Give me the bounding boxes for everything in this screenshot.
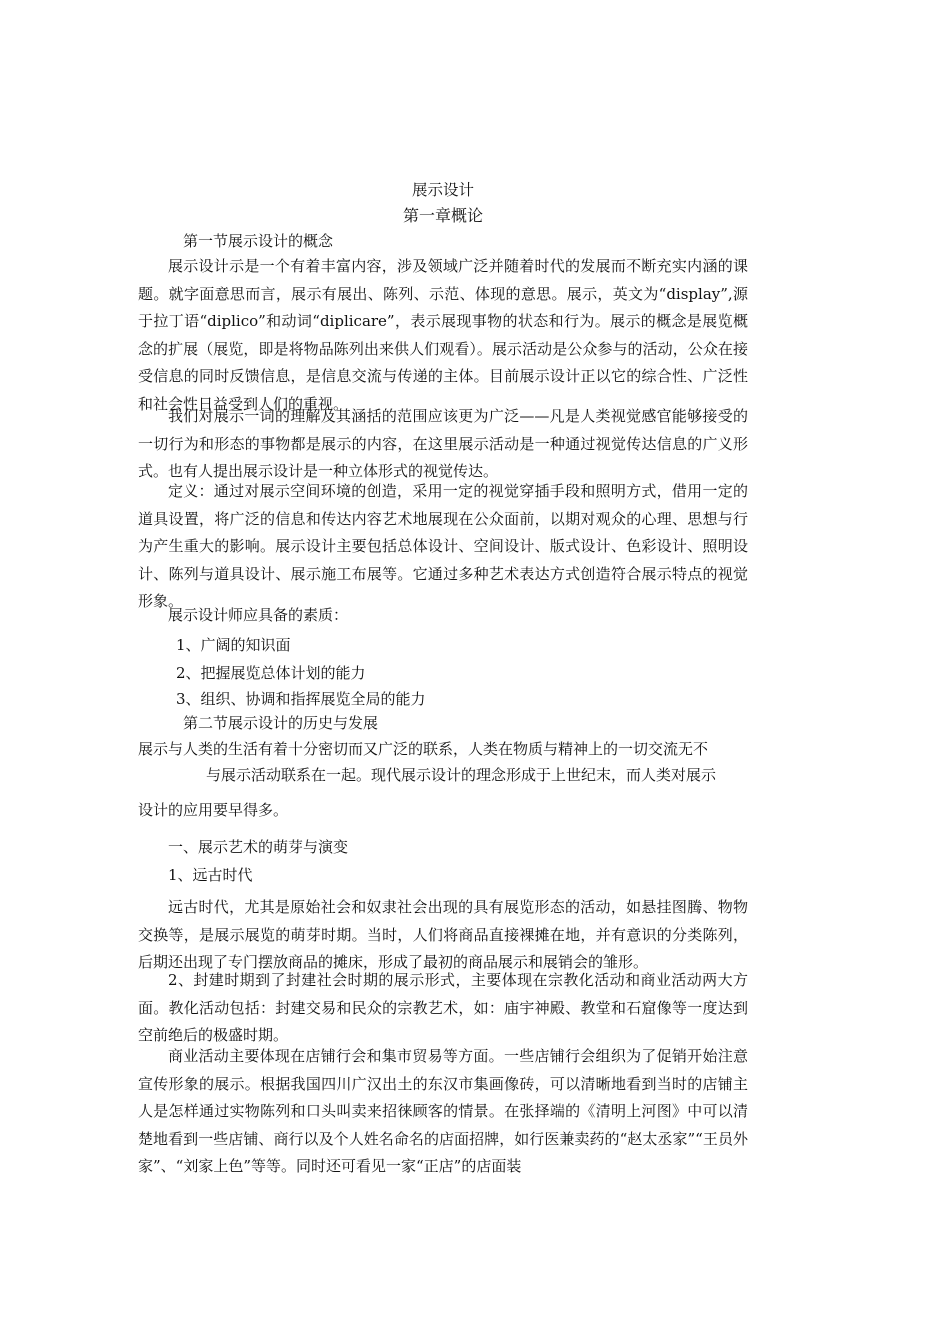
chapter-title: 第一章概论 <box>402 206 483 225</box>
paragraph-5-line-3: 设计的应用要早得多。 <box>138 801 289 819</box>
list-item-2: 2、把握展览总体计划的能力 <box>176 664 366 682</box>
paragraph-8: 商业活动主要体现在店铺行会和集市贸易等方面。一些店铺行会组织为了促销开始注意宣传形象的展示。根据我国四川广汉出土的东汉市集画像砖，可以清晰地看到当时的店铺主人是怎样通过实物陈列和口头叫卖来招徕顾客的情景。在张择端的《清明上河图》中可以清楚地看到一些店铺、商行以及个人姓名命名的店面招牌，如行医兼卖药的“赵太丞家”“王员外家”、“刘家上色”等等。同时还可看见一家“正店”的店面装 <box>138 1047 748 1175</box>
doc-title: 展示设计 <box>411 181 474 199</box>
paragraph-5-line-1: 展示与人类的生活有着十分密切而又广泛的联系，人类在物质与精神上的一切交流无不 <box>138 740 709 758</box>
list-item-1: 1、广阔的知识面 <box>176 636 291 654</box>
paragraph-6: 远古时代，尤其是原始社会和奴隶社会出现的具有展览形态的活动，如悬挂图腾、物物交换等，是展示展览的萌芽时期。当时，人们将商品直接裸摊在地，并有意识的分类陈列，后期还出现了专门摆放商品的摊床，形成了最初的商品展示和展销会的雏形。 <box>138 898 748 971</box>
section-heading-1: 第一节展示设计的概念 <box>183 232 334 250</box>
paragraph-3: 定义：通过对展示空间环境的创造，采用一定的视觉穿插手段和照明方式，借用一定的道具设置，将广泛的信息和传达内容艺术地展现在公众面前，以期对观众的心理、思想与行为产生重大的影响。展示设计主要包括总体设计、空间设计、版式设计、色彩设计、照明设计、陈列与道具设计、展示施工布展等。它通过多种艺术表达方式创造符合展示特点的视觉形象。 <box>138 482 748 610</box>
subheading-1: 一、展示艺术的萌芽与演变 <box>168 838 349 856</box>
paragraph-2: 我们对展示一词的理解及其涵括的范围应该更为广泛——凡是人类视觉感官能够接受的一切行为和形态的事物都是展示的内容，在这里展示活动是一种通过视觉传达信息的广义形式。也有人提出展示设计是一种立体形式的视觉传达。 <box>138 407 748 480</box>
paragraph-5-line-2: 与展示活动联系在一起。现代展示设计的理念形成于上世纪末，而人类对展示 <box>206 766 717 784</box>
paragraph-4: 展示设计师应具备的素质： <box>168 606 349 624</box>
paragraph-1: 展示设计示是一个有着丰富内容，涉及领域广泛并随着时代的发展而不断充实内涵的课题。就字面意思而言，展示有展出、陈列、示范、体现的意思。展示，英文为“display”,源于拉丁语“diplico”和动词“diplicare”，表示展现事物的状态和行为。展示的概念是展览概念的扩展（展览，即是将物品陈列出来供人们观看）。展示活动是公众参与的活动，公众在接受信息的同时反馈信息，是信息交流与传递的主体。目前展示设计正以它的综合性、广泛性和社会性日益受到人们的重视。 <box>138 257 748 413</box>
section-heading-2: 第二节展示设计的历史与发展 <box>183 714 379 732</box>
paragraph-7: 2、封建时期到了封建社会时期的展示形式，主要体现在宗教化活动和商业活动两大方面。教化活动包括：封建交易和民众的宗教艺术，如：庙宇神殿、教堂和石窟像等一度达到空前绝后的极盛时期。 <box>138 971 748 1044</box>
subheading-2: 1、远古时代 <box>168 866 253 884</box>
list-item-3: 3、组织、协调和指挥展览全局的能力 <box>176 690 426 708</box>
